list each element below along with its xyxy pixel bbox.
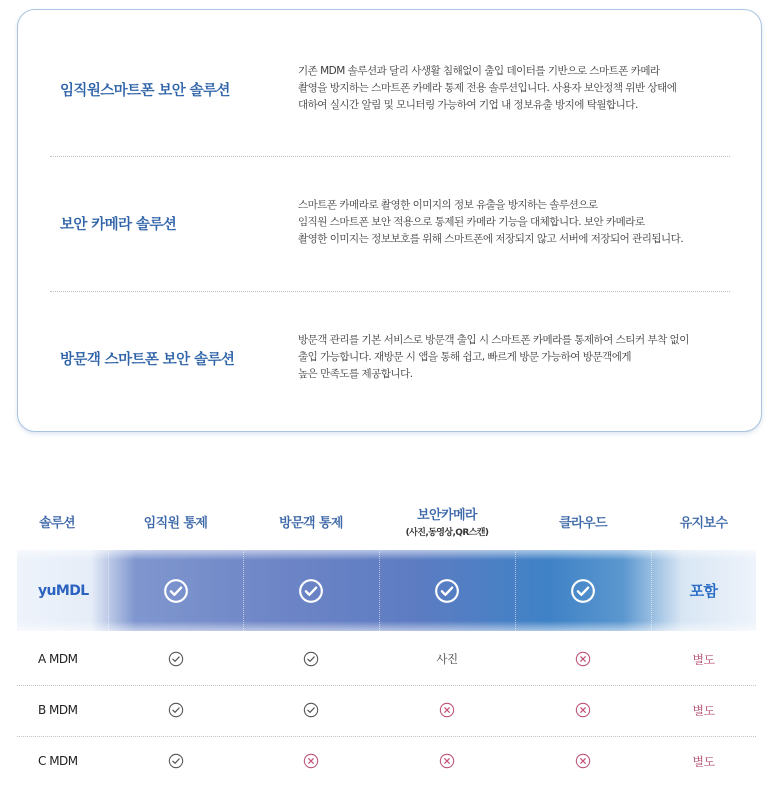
solution-description: 기존 MDM 솔루션과 달리 사생활 침해없이 출입 데이터를 기반으로 스마트폰 카메라 촬영을 방지하는 스마트폰 카메라 통제 전용 솔루션입니다. 사용자 보안정책 위반 상태에 대하여 실시간 알림 및 모니터링 가능하여 기업 내 정보유출 방지에 탁월합니다.	[298, 65, 677, 111]
header-employee-control: 임직원 통제	[143, 515, 208, 531]
table-cell	[108, 737, 243, 785]
x-circle-icon	[575, 702, 591, 718]
x-circle-icon	[575, 651, 591, 667]
table-cell	[108, 635, 243, 683]
solution-title: 보안 카메라 솔루션	[60, 217, 177, 233]
table-cell	[243, 635, 379, 683]
x-circle-icon	[439, 753, 455, 769]
check-circle-icon	[303, 702, 319, 718]
featured-cell	[379, 550, 515, 631]
featured-cell	[243, 550, 379, 631]
solution-title: 방문객 스마트폰 보안 솔루션	[60, 352, 235, 368]
row-name: A MDM	[38, 652, 78, 666]
table-cell	[108, 686, 243, 734]
table-cell	[243, 737, 379, 785]
maintenance-separate: 별도	[692, 754, 715, 769]
maintenance-included: 포함	[689, 582, 718, 600]
table-cell	[379, 737, 515, 785]
check-circle-icon	[434, 578, 460, 604]
maintenance-separate: 별도	[692, 703, 715, 718]
table-cell	[515, 635, 651, 683]
check-circle-icon	[303, 651, 319, 667]
featured-cell	[515, 550, 651, 631]
table-cell: 사진	[436, 652, 458, 666]
table-cell	[515, 737, 651, 785]
divider	[50, 291, 730, 292]
solutions-card	[17, 9, 762, 432]
check-circle-icon	[168, 651, 184, 667]
x-circle-icon	[439, 702, 455, 718]
check-circle-icon	[163, 578, 189, 604]
header-solution: 솔루션	[39, 515, 75, 531]
table-cell	[243, 686, 379, 734]
featured-product-name: yuMDL	[38, 582, 89, 599]
header-visitor-control: 방문객 통제	[279, 515, 343, 531]
header-maintenance: 유지보수	[679, 515, 728, 531]
check-circle-icon	[298, 578, 324, 604]
check-circle-icon	[570, 578, 596, 604]
solution-description: 스마트폰 카메라로 촬영한 이미지의 정보 유출을 방지하는 솔루션으로 임직원 스마트폰 보안 적용으로 통제된 카메라 기능을 대체합니다. 보안 카메라로 촬영한 이미지는 정보보호를 위해 스마트폰에 저장되지 않고 서버에 저장되어 관리됩니다.	[298, 199, 684, 245]
featured-cell	[108, 550, 243, 631]
header-cloud: 클라우드	[559, 515, 607, 531]
x-circle-icon	[303, 753, 319, 769]
featured-maintenance	[651, 550, 756, 631]
table-cell	[379, 686, 515, 734]
row-name	[17, 550, 108, 631]
solution-title: 임직원스마트폰 보안 솔루션	[60, 83, 230, 99]
check-circle-icon	[168, 702, 184, 718]
row-name: B MDM	[38, 703, 78, 717]
header-security-camera: 보안카메라 (사진,동영상,QR스캔)	[405, 508, 489, 538]
x-circle-icon	[575, 753, 591, 769]
table-cell	[515, 686, 651, 734]
row-name: C MDM	[38, 754, 78, 768]
divider	[50, 156, 730, 157]
check-circle-icon	[168, 753, 184, 769]
solution-description: 방문객 관리를 기본 서비스로 방문객 출입 시 스마트폰 카메라를 통제하여 스티커 부착 없이 출입 가능합니다. 재방문 시 앱을 통해 쉽고, 빠르게 방문 가능하여 방문객에게 높은 만족도를 제공합니다.	[298, 334, 689, 380]
maintenance-separate: 별도	[692, 652, 715, 667]
